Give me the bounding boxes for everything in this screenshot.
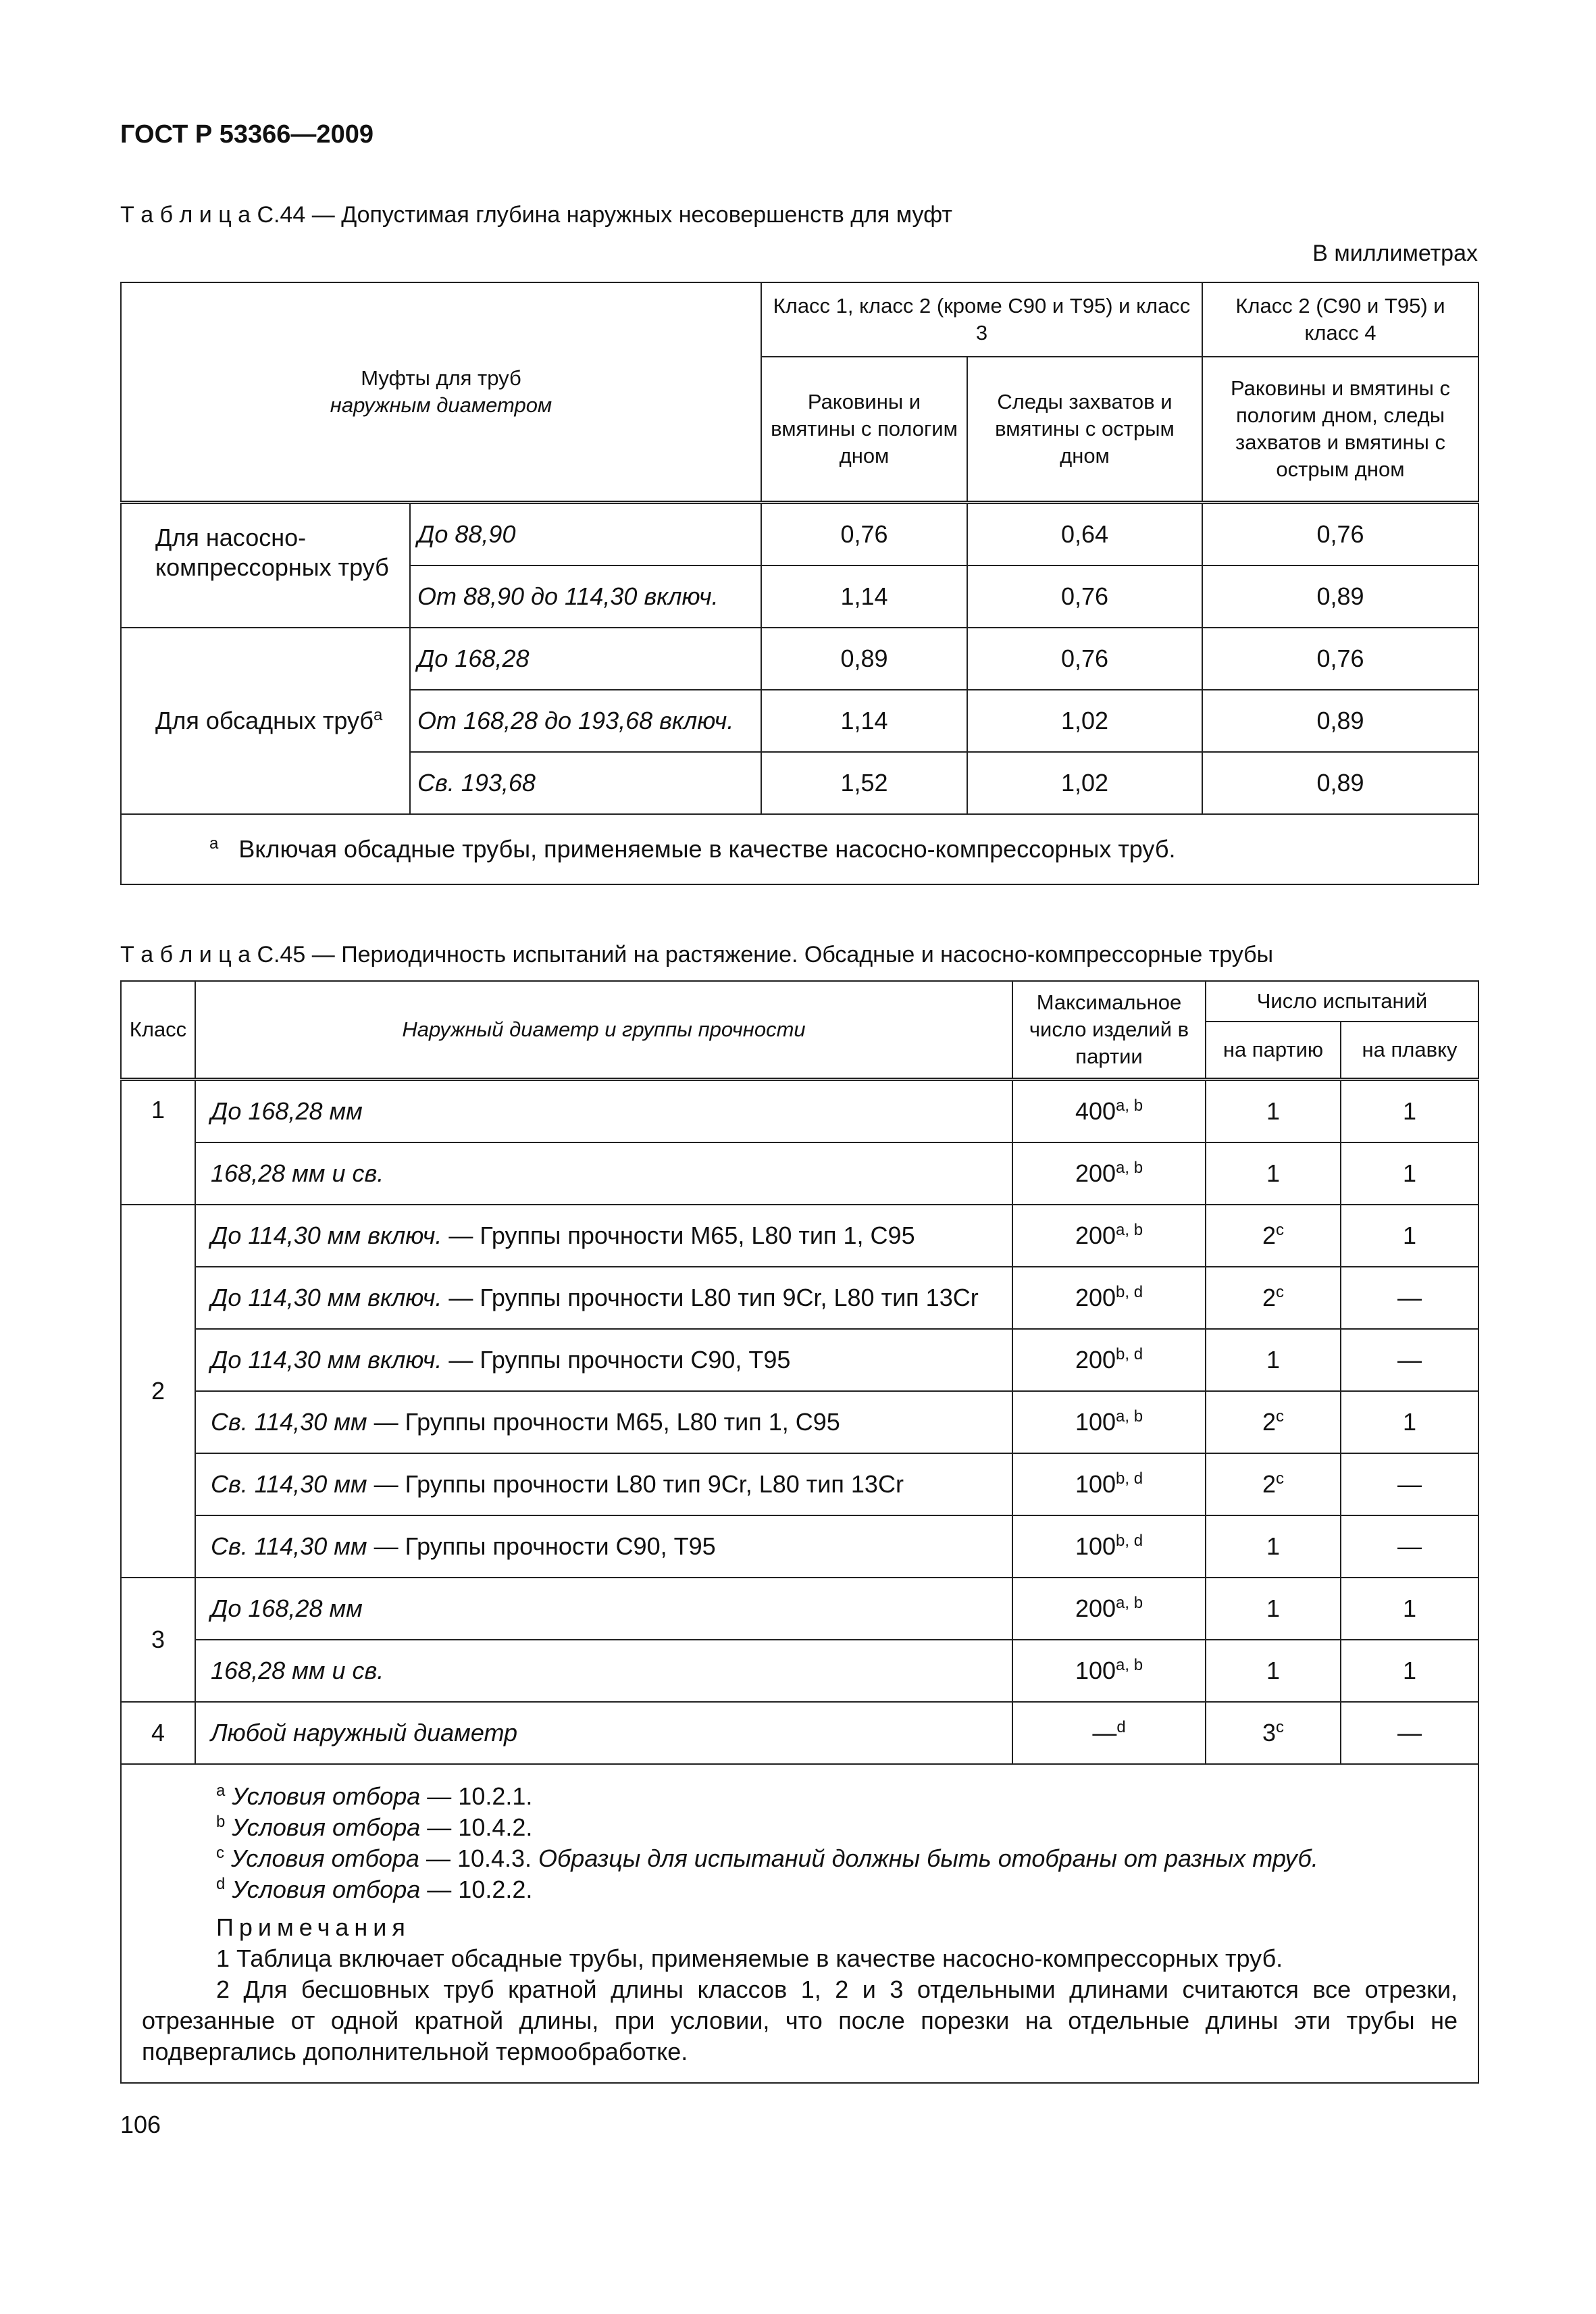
max-value: 200 xyxy=(1075,1346,1116,1374)
footnote-mark: a, b xyxy=(1116,1594,1143,1612)
lot-value: 1 xyxy=(1266,1594,1281,1622)
table-row xyxy=(121,1267,1478,1329)
footnote-mark: a, b xyxy=(1116,1159,1143,1177)
max-cell xyxy=(1012,1142,1206,1205)
table-row xyxy=(121,628,1478,690)
lot-cell xyxy=(1206,1640,1341,1702)
notes-title: Примечания xyxy=(216,1913,411,1941)
lot-value: 2 xyxy=(1262,1284,1277,1311)
heat-cell: — xyxy=(1341,1515,1478,1578)
diameter-text: Св. 114,30 мм xyxy=(211,1532,367,1560)
table-44-header-group-b: Класс 2 (С90 и Т95) и класс 4 xyxy=(1202,282,1478,357)
group-label-casing xyxy=(121,628,410,814)
heat-cell: — xyxy=(1341,1453,1478,1515)
heat-cell: 1 xyxy=(1341,1080,1478,1143)
diameter-cell xyxy=(195,1391,1012,1453)
class-cell: 4 xyxy=(121,1702,195,1764)
diameter-cell xyxy=(195,1578,1012,1640)
diameter-text: 168,28 мм и св. xyxy=(211,1159,384,1187)
table-45-header-per-heat: на плавку xyxy=(1341,1022,1478,1080)
max-value: 100 xyxy=(1075,1532,1116,1560)
max-value: 200 xyxy=(1075,1594,1116,1622)
document-page xyxy=(120,120,1478,2139)
diameter-text: 168,28 мм и св. xyxy=(211,1657,384,1684)
lot-value: 1 xyxy=(1266,1159,1281,1187)
footnote-mark: b, d xyxy=(1116,1345,1143,1363)
footnote-mark: c xyxy=(1276,1718,1285,1736)
lot-value: 1 xyxy=(1266,1097,1281,1125)
heat-cell: — xyxy=(1341,1702,1478,1764)
table-45-header-max: Максимальное число изделий в партии xyxy=(1012,981,1206,1080)
diameter-cell: До 88,90 xyxy=(410,503,761,566)
lot-value: 1 xyxy=(1266,1657,1281,1684)
value-cell: 0,89 xyxy=(1202,690,1478,752)
footnote-mark: b, d xyxy=(1116,1469,1143,1488)
diameter-text: До 114,30 мм включ. xyxy=(211,1346,442,1374)
value-cell: 0,89 xyxy=(1202,752,1478,814)
footnote-mark: b xyxy=(216,1813,226,1831)
table-44-header-sub-a2: Следы захватов и вмятины с острым дном xyxy=(967,357,1202,503)
footnote-mark: b, d xyxy=(1116,1283,1143,1301)
table-44 xyxy=(120,282,1479,885)
footnote-mark: a xyxy=(209,834,219,853)
value-cell: 1,14 xyxy=(761,565,967,628)
max-value: 200 xyxy=(1075,1284,1116,1311)
value-cell: 1,14 xyxy=(761,690,967,752)
value-cell: 0,89 xyxy=(1202,565,1478,628)
lot-value: 2 xyxy=(1262,1222,1277,1249)
heat-cell: 1 xyxy=(1341,1578,1478,1640)
note-2: 2 Для бесшовных труб кратной длины классов 1, 2 и 3 отдельными длинами считаются все отрезки, отрезанные от одной кратной длины, при условии, что после порезки на отдельные длины эти трубы не подвергались дополнительной термообработке. xyxy=(142,1976,1458,2065)
value-cell: 0,64 xyxy=(967,503,1202,566)
footnote-mark: d xyxy=(1116,1718,1126,1736)
table-row xyxy=(121,1578,1478,1640)
footnote-text: — 10.2.1. xyxy=(420,1782,533,1810)
footnote-mark: c xyxy=(1276,1221,1285,1239)
diameter-cell xyxy=(195,1453,1012,1515)
footnote-text: — 10.4.2. xyxy=(420,1813,533,1841)
diameter-cell xyxy=(195,1142,1012,1205)
class-cell: 1 xyxy=(121,1080,195,1205)
group-label-tubing: Для насосно-компрессорных труб xyxy=(121,503,410,628)
diameter-cell xyxy=(195,1329,1012,1391)
table-45-caption: Т а б л и ц а С.45 — Периодичность испытаний на растяжение. Обсадные и насосно-компрессорные трубы xyxy=(120,942,1274,967)
max-cell xyxy=(1012,1267,1206,1329)
lot-cell xyxy=(1206,1515,1341,1578)
table-row xyxy=(121,503,1478,566)
max-value: 200 xyxy=(1075,1222,1116,1249)
diameter-cell: До 168,28 xyxy=(410,628,761,690)
group-casing-text: Для обсадных труб xyxy=(155,707,374,734)
table-44-header-group-a: Класс 1, класс 2 (кроме С90 и Т95) и класс 3 xyxy=(761,282,1202,357)
footnote-text: Включая обсадные трубы, применяемые в качестве насосно-компрессорных труб. xyxy=(238,835,1176,863)
grade-text: — Группы прочности С90, Т95 xyxy=(367,1532,716,1560)
diameter-text: До 114,30 мм включ. xyxy=(211,1284,442,1311)
value-cell: 1,02 xyxy=(967,752,1202,814)
table-row xyxy=(121,1391,1478,1453)
heat-cell: — xyxy=(1341,1329,1478,1391)
diameter-text: Любой наружный диаметр xyxy=(211,1719,518,1746)
value-cell: 0,76 xyxy=(967,628,1202,690)
diameter-text: До 114,30 мм включ. xyxy=(211,1222,442,1249)
diameter-cell: От 168,28 до 193,68 включ. xyxy=(410,690,761,752)
grade-text: — Группы прочности L80 тип 9Cr, L80 тип 13Cr xyxy=(367,1470,904,1498)
lot-value: 1 xyxy=(1266,1346,1281,1374)
table-45-header-diameter: Наружный диаметр и группы прочности xyxy=(195,981,1012,1080)
lot-cell xyxy=(1206,1391,1341,1453)
max-value: 100 xyxy=(1075,1470,1116,1498)
value-cell: 1,52 xyxy=(761,752,967,814)
table-row xyxy=(121,1515,1478,1578)
max-value: 100 xyxy=(1075,1657,1116,1684)
value-cell: 1,02 xyxy=(967,690,1202,752)
diameter-cell xyxy=(195,1515,1012,1578)
footnote-line xyxy=(142,1781,1458,1812)
max-value: — xyxy=(1092,1719,1117,1746)
footnote-label: Условия отбора xyxy=(232,1813,421,1841)
heat-cell: 1 xyxy=(1341,1640,1478,1702)
header-couplings-line2: наружным диаметром xyxy=(330,393,552,417)
table-45 xyxy=(120,980,1479,2084)
heat-cell: 1 xyxy=(1341,1391,1478,1453)
page-number: 106 xyxy=(120,2111,161,2138)
footnote-mark: b, d xyxy=(1116,1532,1143,1550)
lot-value: 2 xyxy=(1262,1470,1277,1498)
footnote-mark: c xyxy=(216,1844,224,1862)
footnote-mark: a, b xyxy=(1116,1656,1143,1674)
max-cell xyxy=(1012,1329,1206,1391)
heat-cell: 1 xyxy=(1341,1142,1478,1205)
lot-cell xyxy=(1206,1578,1341,1640)
max-cell xyxy=(1012,1578,1206,1640)
diameter-cell: От 88,90 до 114,30 включ. xyxy=(410,565,761,628)
max-cell xyxy=(1012,1702,1206,1764)
diameter-text: До 168,28 мм xyxy=(211,1594,363,1622)
heat-cell: — xyxy=(1341,1267,1478,1329)
footnote-mark: a, b xyxy=(1116,1221,1143,1239)
document-code: ГОСТ Р 53366—2009 xyxy=(120,120,374,149)
table-45-header-per-lot: на партию xyxy=(1206,1022,1341,1080)
footnote-mark: a xyxy=(374,706,383,724)
lot-cell xyxy=(1206,1702,1341,1764)
footnote-mark: c xyxy=(1276,1469,1285,1488)
value-cell: 0,76 xyxy=(761,503,967,566)
value-cell: 0,76 xyxy=(1202,503,1478,566)
lot-cell xyxy=(1206,1267,1341,1329)
diameter-cell xyxy=(195,1702,1012,1764)
grade-text: — Группы прочности М65, L80 тип 1, С95 xyxy=(442,1222,915,1249)
footnote-mark: d xyxy=(216,1875,226,1893)
table-45-footnotes xyxy=(121,1764,1478,2083)
table-45-header-tests: Число испытаний xyxy=(1206,981,1478,1022)
diameter-cell xyxy=(195,1080,1012,1143)
max-cell xyxy=(1012,1205,1206,1267)
table-44-footnote xyxy=(121,814,1478,884)
diameter-text: До 168,28 мм xyxy=(211,1097,363,1125)
table-44-header-sub-a1: Раковины и вмятины с пологим дном xyxy=(761,357,967,503)
diameter-cell xyxy=(195,1640,1012,1702)
diameter-text: Св. 114,30 мм xyxy=(211,1470,367,1498)
footnote-extra: Образцы для испытаний должны быть отобраны от разных труб. xyxy=(532,1844,1318,1872)
footnote-mark: c xyxy=(1276,1283,1285,1301)
grade-text: — Группы прочности L80 тип 9Cr, L80 тип 13Cr xyxy=(442,1284,979,1311)
table-row xyxy=(121,1702,1478,1764)
lot-cell xyxy=(1206,1453,1341,1515)
lot-value: 2 xyxy=(1262,1408,1277,1436)
footnote-label: Условия отбора xyxy=(232,1782,421,1810)
footnote-mark: a, b xyxy=(1116,1407,1143,1426)
table-row xyxy=(121,1640,1478,1702)
heat-cell: 1 xyxy=(1341,1205,1478,1267)
grade-text: — Группы прочности С90, Т95 xyxy=(442,1346,791,1374)
table-row xyxy=(121,1080,1478,1143)
footnote-line xyxy=(142,1812,1458,1843)
lot-value: 1 xyxy=(1266,1532,1281,1560)
max-value: 100 xyxy=(1075,1408,1116,1436)
table-row xyxy=(121,1142,1478,1205)
table-44-header-couplings xyxy=(121,282,761,503)
footnote-mark: a xyxy=(216,1782,226,1800)
value-cell: 0,76 xyxy=(1202,628,1478,690)
class-cell: 3 xyxy=(121,1578,195,1702)
class-cell: 2 xyxy=(121,1205,195,1578)
table-row xyxy=(121,1329,1478,1391)
max-value: 400 xyxy=(1075,1097,1116,1125)
max-value: 200 xyxy=(1075,1159,1116,1187)
diameter-cell: Св. 193,68 xyxy=(410,752,761,814)
max-cell xyxy=(1012,1080,1206,1143)
footnote-line xyxy=(142,1843,1458,1874)
header-couplings-line1: Муфты для труб xyxy=(361,366,521,390)
diameter-cell xyxy=(195,1267,1012,1329)
table-row xyxy=(121,1453,1478,1515)
table-45-header-class: Класс xyxy=(121,981,195,1080)
table-44-header-sub-b1: Раковины и вмятины с пологим дном, следы захватов и вмятины с острым дном xyxy=(1202,357,1478,503)
footnote-text: — 10.2.2. xyxy=(420,1876,533,1903)
max-cell xyxy=(1012,1515,1206,1578)
value-cell: 0,76 xyxy=(967,565,1202,628)
note-1: 1 Таблица включает обсадные трубы, применяемые в качестве насосно-компрессорных труб. xyxy=(216,1944,1283,1972)
max-cell xyxy=(1012,1391,1206,1453)
lot-cell xyxy=(1206,1080,1341,1143)
lot-value: 3 xyxy=(1262,1719,1277,1746)
diameter-cell xyxy=(195,1205,1012,1267)
value-cell: 0,89 xyxy=(761,628,967,690)
footnote-label: Условия отбора xyxy=(231,1844,419,1872)
footnote-mark: a, b xyxy=(1116,1097,1143,1115)
footnote-label: Условия отбора xyxy=(232,1876,421,1903)
table-44-units: В миллиметрах xyxy=(1312,241,1478,266)
footnote-line xyxy=(142,1874,1458,1905)
lot-cell xyxy=(1206,1205,1341,1267)
footnote-mark: c xyxy=(1276,1407,1285,1426)
lot-cell xyxy=(1206,1142,1341,1205)
footnote-text: — 10.4.3. xyxy=(419,1844,532,1872)
table-row xyxy=(121,1205,1478,1267)
diameter-text: Св. 114,30 мм xyxy=(211,1408,367,1436)
max-cell xyxy=(1012,1453,1206,1515)
table-44-caption: Т а б л и ц а С.44 — Допустимая глубина наружных несовершенств для муфт xyxy=(120,202,952,228)
lot-cell xyxy=(1206,1329,1341,1391)
max-cell xyxy=(1012,1640,1206,1702)
grade-text: — Группы прочности М65, L80 тип 1, С95 xyxy=(367,1408,840,1436)
